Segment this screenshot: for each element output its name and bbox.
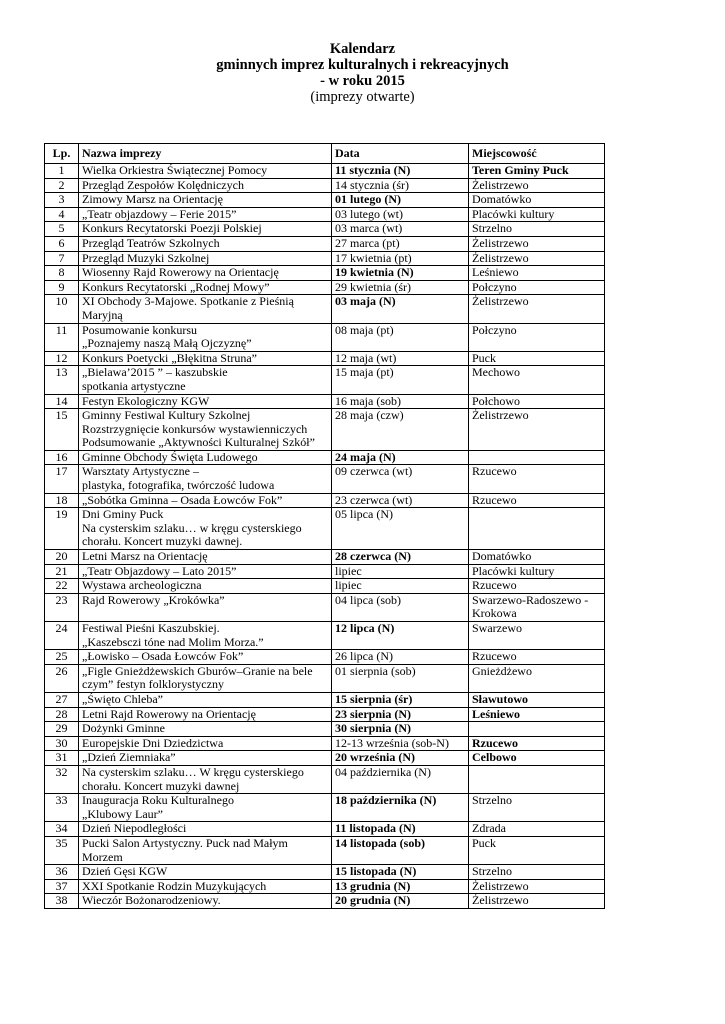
table-row — [45, 351, 605, 366]
event-name-line: Dożynki Gminne — [82, 721, 165, 736]
cell-place — [469, 550, 605, 565]
cell-date: 23 czerwca (wt) — [332, 493, 469, 508]
cell-event-name — [79, 164, 332, 179]
place-line: Swarzewo-Radoszewo - — [472, 592, 589, 607]
cell-event-name — [79, 251, 332, 266]
cell-event-name — [79, 894, 332, 909]
place-line: Połchowo — [472, 393, 520, 408]
place-line: Żelistrzewo — [472, 235, 529, 250]
event-name-line: Warsztaty Artystyczne – — [82, 464, 199, 479]
cell-place — [469, 650, 605, 665]
event-name-line: Maryjną — [82, 307, 123, 322]
cell-lp: 19 — [45, 508, 79, 550]
place-line: Żelistrzewo — [472, 177, 529, 192]
place-line — [472, 766, 601, 780]
cell-date: 17 kwietnia (pt) — [332, 251, 469, 266]
cell-date: 12 lipca (N) — [332, 622, 469, 650]
table-row — [45, 508, 605, 550]
cell-lp: 34 — [45, 822, 79, 837]
table-row — [45, 550, 605, 565]
table-row — [45, 465, 605, 493]
event-name-line: Gminne Obchody Święta Ludowego — [82, 449, 258, 464]
event-name-line: Przegląd Teatrów Szkolnych — [82, 235, 220, 250]
cell-lp: 3 — [45, 193, 79, 208]
cell-date: 05 lipca (N) — [332, 508, 469, 550]
event-name-line: „Bielawa’2015 ” – kaszubskie — [82, 365, 228, 380]
cell-date: 26 lipca (N) — [332, 650, 469, 665]
place-line — [472, 508, 601, 522]
cell-lp: 27 — [45, 692, 79, 707]
cell-date: 30 sierpnia (N) — [332, 722, 469, 737]
cell-place — [469, 465, 605, 493]
cell-place — [469, 450, 605, 465]
cell-lp: 29 — [45, 722, 79, 737]
cell-event-name — [79, 579, 332, 594]
title-line-3: - w roku 2015 — [320, 73, 405, 89]
event-name-line: Przegląd Zespołów Kolędniczych — [82, 177, 244, 192]
cell-place — [469, 508, 605, 550]
cell-lp: 28 — [45, 707, 79, 722]
event-name-line: „Kaszebsczi tóne nad Molim Morza.” — [82, 634, 264, 649]
place-line: Połczyno — [472, 322, 517, 337]
cell-event-name — [79, 450, 332, 465]
table-row — [45, 650, 605, 665]
cell-place — [469, 493, 605, 508]
place-line: Strzelno — [472, 221, 512, 236]
table-row — [45, 794, 605, 822]
table-row — [45, 236, 605, 251]
cell-event-name — [79, 622, 332, 650]
place-line: Żelistrzewo — [472, 408, 529, 423]
event-name-line: Konkurs Recytatorski Poezji Polskiej — [82, 221, 262, 236]
event-name-line: Pucki Salon Artystyczny. Puck nad Małym — [82, 835, 288, 850]
place-line: Zdrada — [472, 821, 506, 836]
cell-date: lipiec — [332, 579, 469, 594]
event-name-line: Letni Marsz na Orientację — [82, 549, 208, 564]
cell-event-name — [79, 865, 332, 880]
place-line: Strzelno — [472, 864, 512, 879]
cell-place — [469, 207, 605, 222]
place-line: Puck — [472, 835, 496, 850]
cell-lp: 32 — [45, 765, 79, 793]
cell-event-name — [79, 207, 332, 222]
place-line: Domatówko — [472, 549, 532, 564]
cell-date: 11 listopada (N) — [332, 822, 469, 837]
cell-place — [469, 593, 605, 621]
cell-lp: 18 — [45, 493, 79, 508]
cell-lp: 13 — [45, 366, 79, 394]
cell-lp: 10 — [45, 295, 79, 323]
cell-place — [469, 164, 605, 179]
event-name-line: „Święto Chleba” — [82, 691, 163, 706]
cell-event-name — [79, 266, 332, 281]
header-name: Nazwa imprezy — [79, 144, 332, 164]
place-line: Teren Gminy Puck — [472, 163, 569, 177]
event-name-line: Podsumowanie „Aktywności Kulturalnej Szkół” — [82, 435, 315, 450]
cell-lp: 11 — [45, 323, 79, 351]
event-name-line: „Łowisko – Osada Łowców Fok” — [82, 649, 244, 664]
table-row — [45, 822, 605, 837]
event-name-line: czym” festyn folklorystyczny — [82, 677, 224, 692]
event-name-line: „Teatr objazdowy – Ferie 2015” — [82, 206, 237, 221]
cell-date: 08 maja (pt) — [332, 323, 469, 351]
event-name-line: Dzień Niepodległości — [82, 821, 187, 836]
place-line: Rzucewo — [472, 464, 517, 479]
table-row — [45, 894, 605, 909]
cell-date: 19 kwietnia (N) — [332, 266, 469, 281]
event-name-line: Konkurs Recytatorski „Rodnej Mowy” — [82, 279, 270, 294]
cell-lp: 17 — [45, 465, 79, 493]
cell-lp: 35 — [45, 836, 79, 864]
cell-place — [469, 765, 605, 793]
cell-date: 20 grudnia (N) — [332, 894, 469, 909]
cell-lp: 14 — [45, 394, 79, 409]
table-row — [45, 193, 605, 208]
place-line: Żelistrzewo — [472, 250, 529, 265]
cell-event-name — [79, 193, 332, 208]
table-row — [45, 323, 605, 351]
cell-event-name — [79, 409, 332, 451]
table-row — [45, 266, 605, 281]
header-date: Data — [332, 144, 469, 164]
event-name-line: plastyka, fotografika, twórczość ludowa — [82, 478, 275, 493]
event-name-line: Dni Gminy Puck — [82, 507, 164, 522]
event-name-line: chorału. Koncert muzyki dawnej. — [82, 534, 243, 549]
cell-event-name — [79, 692, 332, 707]
cell-date: 18 października (N) — [332, 794, 469, 822]
cell-place — [469, 193, 605, 208]
place-line: Połczyno — [472, 279, 517, 294]
event-name-line: Posumowanie konkursu — [82, 322, 197, 337]
event-name-line: spotkania artystyczne — [82, 378, 186, 393]
cell-lp: 4 — [45, 207, 79, 222]
place-line: Mechowo — [472, 365, 520, 380]
cell-place — [469, 178, 605, 193]
cell-event-name — [79, 394, 332, 409]
cell-lp: 15 — [45, 409, 79, 451]
table-row — [45, 366, 605, 394]
cell-event-name — [79, 751, 332, 766]
cell-place — [469, 836, 605, 864]
title-line-2: gminnych imprez kulturalnych i rekreacyjnych — [216, 57, 509, 73]
cell-date: 04 lipca (sob) — [332, 593, 469, 621]
place-line: Puck — [472, 350, 496, 365]
events-table — [44, 143, 605, 909]
event-name-line: XI Obchody 3-Majowe. Spotkanie z Pieśnią — [82, 294, 294, 309]
cell-date: lipiec — [332, 564, 469, 579]
place-line: Żelistrzewo — [472, 893, 529, 908]
place-line: Rzucewo — [472, 578, 517, 593]
cell-place — [469, 280, 605, 295]
place-line: Gnieżdżewo — [472, 663, 532, 678]
cell-event-name — [79, 550, 332, 565]
cell-place — [469, 579, 605, 594]
cell-event-name — [79, 323, 332, 351]
cell-event-name — [79, 707, 332, 722]
event-name-line: Letni Rajd Rowerowy na Orientację — [82, 706, 256, 721]
cell-date: 15 maja (pt) — [332, 366, 469, 394]
cell-lp: 26 — [45, 664, 79, 692]
cell-event-name — [79, 664, 332, 692]
cell-event-name — [79, 879, 332, 894]
cell-place — [469, 366, 605, 394]
event-name-line: „Poznajemy naszą Małą Ojczyznę” — [82, 336, 252, 351]
event-name-line: Na cysterskim szlaku… w kręgu cysterskiego — [82, 520, 302, 535]
event-name-line: „Dzień Ziemniaka” — [82, 750, 176, 765]
cell-lp: 36 — [45, 865, 79, 880]
event-name-line: XXI Spotkanie Rodzin Muzykujących — [82, 878, 267, 893]
table-row — [45, 722, 605, 737]
cell-lp: 38 — [45, 894, 79, 909]
cell-place — [469, 879, 605, 894]
event-name-line: „Sobótka Gminna – Osada Łowców Fok” — [82, 492, 283, 507]
cell-lp: 33 — [45, 794, 79, 822]
cell-date: 15 listopada (N) — [332, 865, 469, 880]
table-row — [45, 178, 605, 193]
event-name-line: Wieczór Bożonarodzeniowy. — [82, 893, 221, 908]
cell-lp: 16 — [45, 450, 79, 465]
place-line: Leśniewo — [472, 265, 519, 280]
cell-place — [469, 266, 605, 281]
cell-date: 14 listopada (sob) — [332, 836, 469, 864]
cell-event-name — [79, 236, 332, 251]
table-row — [45, 692, 605, 707]
table-row — [45, 865, 605, 880]
cell-date: 12-13 września (sob-N) — [332, 736, 469, 751]
table-row — [45, 879, 605, 894]
cell-place — [469, 822, 605, 837]
place-line: Rzucewo — [472, 492, 517, 507]
event-name-line: Rajd Rowerowy „Krokówka” — [82, 592, 225, 607]
document-title — [0, 41, 725, 105]
event-name-line: Konkurs Poetycki „Błękitna Struna” — [82, 350, 257, 365]
cell-event-name — [79, 493, 332, 508]
cell-place — [469, 664, 605, 692]
place-line: Swarzewo — [472, 621, 522, 635]
cell-place — [469, 351, 605, 366]
cell-place — [469, 564, 605, 579]
event-name-line: Rozstrzygnięcie konkursów wystawienniczych — [82, 421, 308, 436]
event-name-line: „Teatr Objazdowy – Lato 2015” — [82, 563, 237, 578]
cell-lp: 30 — [45, 736, 79, 751]
cell-date: 13 grudnia (N) — [332, 879, 469, 894]
event-name-line: Zimowy Marsz na Orientację — [82, 192, 223, 207]
cell-place — [469, 236, 605, 251]
table-row — [45, 765, 605, 793]
cell-lp: 6 — [45, 236, 79, 251]
cell-event-name — [79, 593, 332, 621]
cell-event-name — [79, 564, 332, 579]
cell-place — [469, 251, 605, 266]
cell-lp: 1 — [45, 164, 79, 179]
place-line: Sławutowo — [472, 691, 529, 706]
place-line: Rzucewo — [472, 735, 518, 750]
event-name-line: Wielka Orkiestra Świątecznej Pomocy — [82, 163, 268, 177]
cell-place — [469, 222, 605, 237]
cell-event-name — [79, 366, 332, 394]
table-row — [45, 664, 605, 692]
table-row — [45, 593, 605, 621]
cell-lp: 22 — [45, 579, 79, 594]
event-name-line: Morzem — [82, 849, 123, 864]
cell-lp: 37 — [45, 879, 79, 894]
cell-place — [469, 865, 605, 880]
place-line — [472, 451, 601, 465]
place-line: Placówki kultury — [472, 563, 555, 578]
place-line: Krokowa — [472, 606, 517, 621]
table-row — [45, 707, 605, 722]
table-row — [45, 622, 605, 650]
event-name-line: „Klubowy Laur” — [82, 806, 163, 821]
place-line: Domatówko — [472, 192, 532, 207]
cell-event-name — [79, 836, 332, 864]
place-line: Żelistrzewo — [472, 878, 529, 893]
cell-place — [469, 722, 605, 737]
place-line: Strzelno — [472, 793, 512, 808]
table-header-row — [45, 144, 605, 164]
event-name-line: Przegląd Muzyki Szkolnej — [82, 250, 210, 265]
place-line: Leśniewo — [472, 706, 520, 721]
table-row — [45, 409, 605, 451]
cell-lp: 21 — [45, 564, 79, 579]
event-name-line: Na cysterskim szlaku… W kręgu cysterskiego — [82, 764, 304, 779]
cell-lp: 23 — [45, 593, 79, 621]
cell-event-name — [79, 736, 332, 751]
place-line: Żelistrzewo — [472, 294, 529, 309]
cell-place — [469, 894, 605, 909]
cell-lp: 24 — [45, 622, 79, 650]
header-place: Miejscowość — [469, 144, 605, 164]
cell-event-name — [79, 465, 332, 493]
cell-event-name — [79, 295, 332, 323]
event-name-line: Festyn Ekologiczny KGW — [82, 393, 210, 408]
cell-event-name — [79, 280, 332, 295]
title-line-1: Kalendarz — [329, 41, 396, 57]
event-name-line: Inauguracja Roku Kulturalnego — [82, 793, 234, 808]
table-row — [45, 164, 605, 179]
cell-place — [469, 394, 605, 409]
table-row — [45, 564, 605, 579]
cell-event-name — [79, 650, 332, 665]
cell-lp: 31 — [45, 751, 79, 766]
table-row — [45, 836, 605, 864]
cell-place — [469, 707, 605, 722]
cell-lp: 12 — [45, 351, 79, 366]
cell-date: 03 marca (wt) — [332, 222, 469, 237]
event-name-line: Dzień Gęsi KGW — [82, 864, 168, 879]
cell-date: 28 maja (czw) — [332, 409, 469, 451]
cell-date: 20 września (N) — [332, 751, 469, 766]
cell-date: 16 maja (sob) — [332, 394, 469, 409]
cell-date: 14 stycznia (śr) — [332, 178, 469, 193]
table-row — [45, 450, 605, 465]
event-name-line: Gminny Festiwal Kultury Szkolnej — [82, 408, 251, 423]
cell-lp: 20 — [45, 550, 79, 565]
cell-lp: 5 — [45, 222, 79, 237]
cell-event-name — [79, 178, 332, 193]
cell-date: 12 maja (wt) — [332, 351, 469, 366]
cell-place — [469, 323, 605, 351]
cell-lp: 9 — [45, 280, 79, 295]
event-name-line: „Figle Gnieżdżewskich Gburów–Granie na bele — [82, 663, 313, 678]
event-name-line: Wystawa archeologiczna — [82, 578, 202, 593]
cell-date: 09 czerwca (wt) — [332, 465, 469, 493]
cell-lp: 25 — [45, 650, 79, 665]
cell-date: 28 czerwca (N) — [332, 550, 469, 565]
cell-place — [469, 409, 605, 451]
table-row — [45, 394, 605, 409]
event-name-line: Festiwal Pieśni Kaszubskiej. — [82, 621, 220, 635]
cell-date: 15 sierpnia (śr) — [332, 692, 469, 707]
table-row — [45, 222, 605, 237]
cell-date: 01 sierpnia (sob) — [332, 664, 469, 692]
table-row — [45, 579, 605, 594]
place-line — [472, 722, 601, 736]
cell-date: 01 lutego (N) — [332, 193, 469, 208]
cell-lp: 2 — [45, 178, 79, 193]
table-row — [45, 493, 605, 508]
cell-place — [469, 622, 605, 650]
place-line: Celbowo — [472, 750, 517, 765]
cell-place — [469, 751, 605, 766]
cell-event-name — [79, 794, 332, 822]
cell-event-name — [79, 765, 332, 793]
place-line: Placówki kultury — [472, 206, 555, 221]
header-lp: Lp. — [45, 144, 79, 164]
cell-event-name — [79, 722, 332, 737]
event-name-line: Europejskie Dni Dziedzictwa — [82, 735, 224, 750]
cell-date: 23 sierpnia (N) — [332, 707, 469, 722]
cell-date: 03 lutego (wt) — [332, 207, 469, 222]
table-row — [45, 280, 605, 295]
cell-event-name — [79, 351, 332, 366]
table-row — [45, 736, 605, 751]
table-row — [45, 207, 605, 222]
cell-date: 11 stycznia (N) — [332, 164, 469, 179]
cell-place — [469, 794, 605, 822]
cell-event-name — [79, 822, 332, 837]
place-line: Rzucewo — [472, 649, 517, 664]
cell-date: 29 kwietnia (śr) — [332, 280, 469, 295]
table-row — [45, 295, 605, 323]
cell-place — [469, 692, 605, 707]
cell-place — [469, 295, 605, 323]
title-line-4: (imprezy otwarte) — [310, 89, 415, 105]
table-row — [45, 751, 605, 766]
cell-lp: 7 — [45, 251, 79, 266]
cell-place — [469, 736, 605, 751]
cell-date: 03 maja (N) — [332, 295, 469, 323]
table-row — [45, 251, 605, 266]
event-name-line: Wiosenny Rajd Rowerowy na Orientację — [82, 265, 279, 280]
cell-event-name — [79, 222, 332, 237]
cell-date: 04 października (N) — [332, 765, 469, 793]
event-name-line: chorału. Koncert muzyki dawnej — [82, 778, 240, 793]
cell-date: 27 marca (pt) — [332, 236, 469, 251]
cell-event-name — [79, 508, 332, 550]
cell-lp: 8 — [45, 266, 79, 281]
cell-date: 24 maja (N) — [332, 450, 469, 465]
